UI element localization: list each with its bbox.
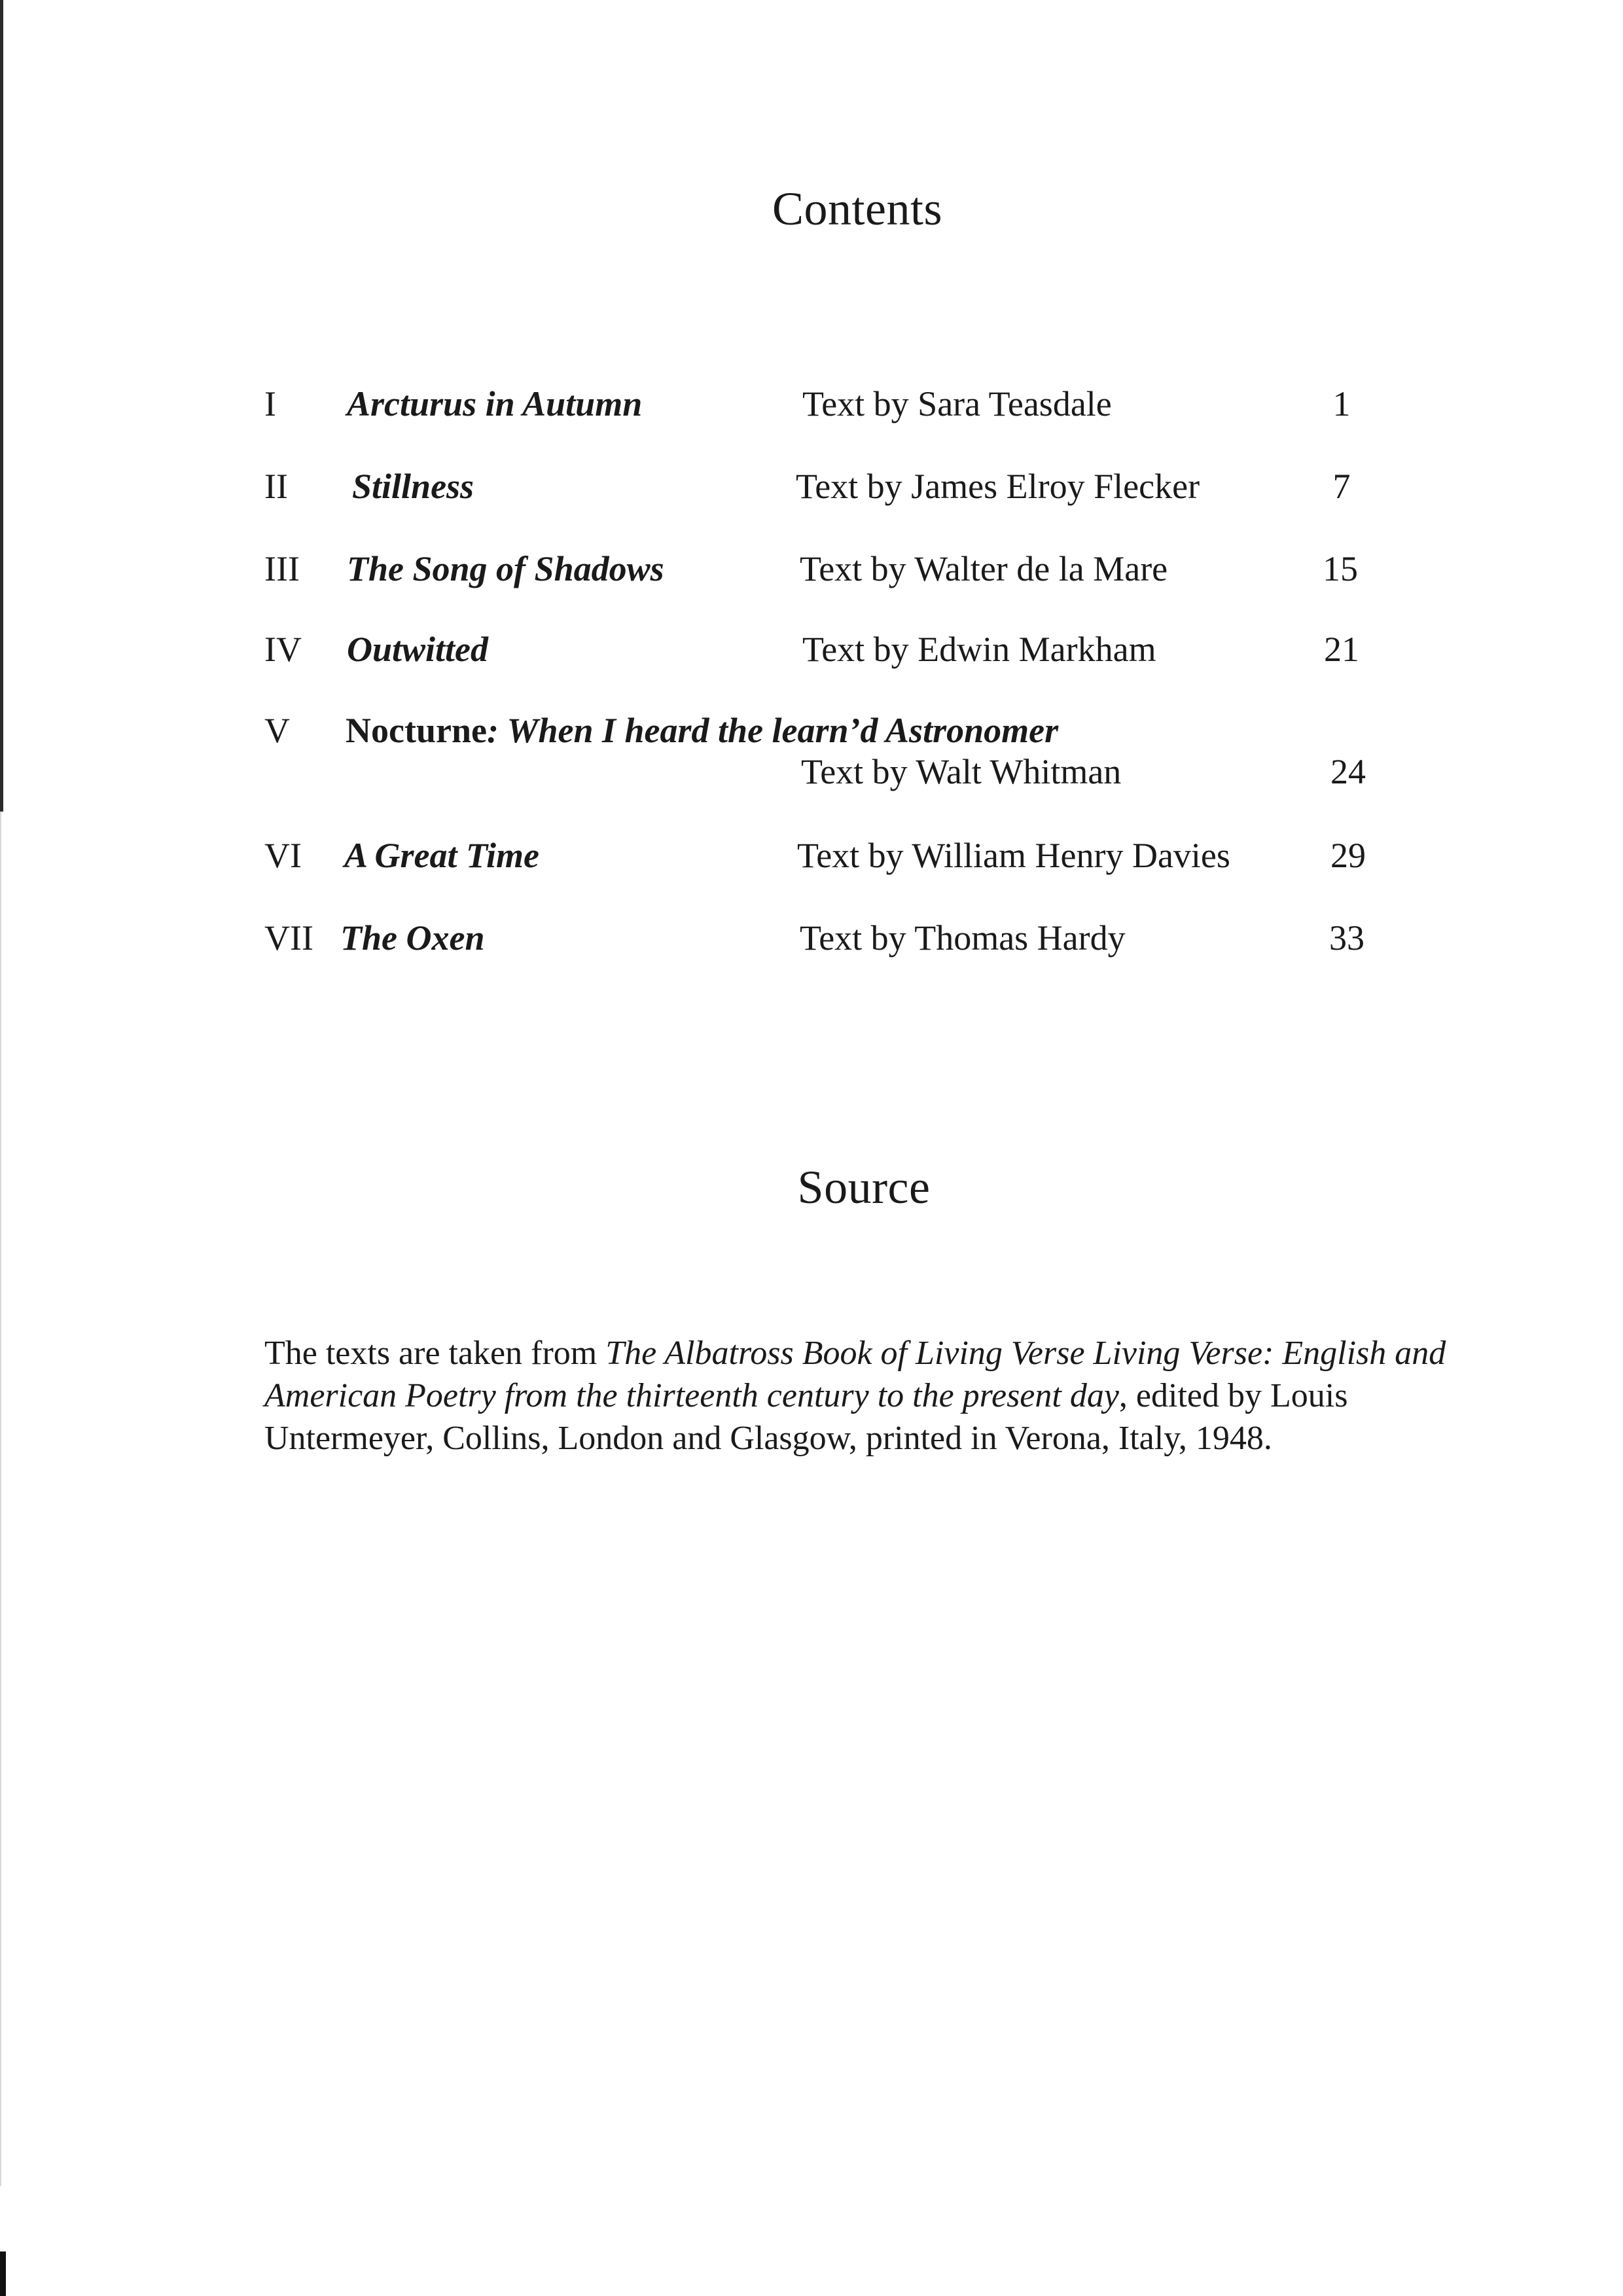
toc-page: 24 (1330, 752, 1366, 791)
toc-author: Text by William Henry Davies (797, 836, 1230, 875)
toc-page: 21 (1324, 630, 1359, 669)
toc-author: Text by Walt Whitman (801, 752, 1122, 791)
toc-entry (0, 378, 1623, 430)
source-paragraph (264, 1332, 1469, 1460)
toc-title: A Great Time (344, 836, 539, 875)
toc-author: Text by Sara Teasdale (802, 384, 1112, 423)
toc-title: The Oxen (340, 918, 485, 958)
toc-entry (0, 623, 1623, 675)
toc-title: Stillness (352, 467, 474, 506)
toc-page: 7 (1332, 467, 1351, 506)
toc-entry (0, 704, 1623, 796)
source-details: , edited by Louis Untermeyer, Collins, London and Glasgow, printed in Verona, Italy, 1948. (264, 1377, 1348, 1457)
source-book-title: The Albatross Book of Living Verse Living Verse: English and American Poetry from the thirteenth century to the present day (264, 1335, 1446, 1414)
toc-number: I (264, 384, 276, 423)
toc-number: IV (264, 630, 302, 669)
toc-entry (0, 829, 1623, 882)
toc-title-prefix: Nocturne (346, 711, 487, 750)
toc-page: 29 (1330, 836, 1366, 875)
toc-entry (0, 460, 1623, 512)
toc-entry (0, 912, 1623, 964)
toc-page: 33 (1329, 918, 1364, 958)
toc-title: Outwitted (347, 630, 489, 669)
source-heading: Source (797, 1161, 931, 1213)
toc-page: 1 (1332, 384, 1351, 423)
contents-heading: Contents (772, 183, 942, 235)
toc-number: II (264, 467, 288, 506)
toc-number: V (264, 711, 290, 750)
toc-number: VI (264, 836, 302, 875)
toc-title: The Song of Shadows (347, 549, 664, 588)
toc-author: Text by Thomas Hardy (800, 918, 1126, 958)
toc-title: Arcturus in Autumn (347, 384, 643, 423)
toc-number: VII (264, 918, 313, 958)
source-intro: The texts are taken from (264, 1335, 606, 1372)
toc-entry (0, 543, 1623, 595)
toc-title-italic: : When I heard the learn’d Astronomer (486, 711, 1059, 750)
toc-author: Text by Walter de la Mare (800, 549, 1168, 588)
scan-mark (0, 2251, 6, 2296)
toc-author: Text by James Elroy Flecker (796, 467, 1200, 506)
scan-edge-faint (0, 812, 1, 2186)
toc-page: 15 (1323, 549, 1358, 588)
toc-number: III (264, 549, 300, 588)
toc-author: Text by Edwin Markham (802, 630, 1156, 669)
